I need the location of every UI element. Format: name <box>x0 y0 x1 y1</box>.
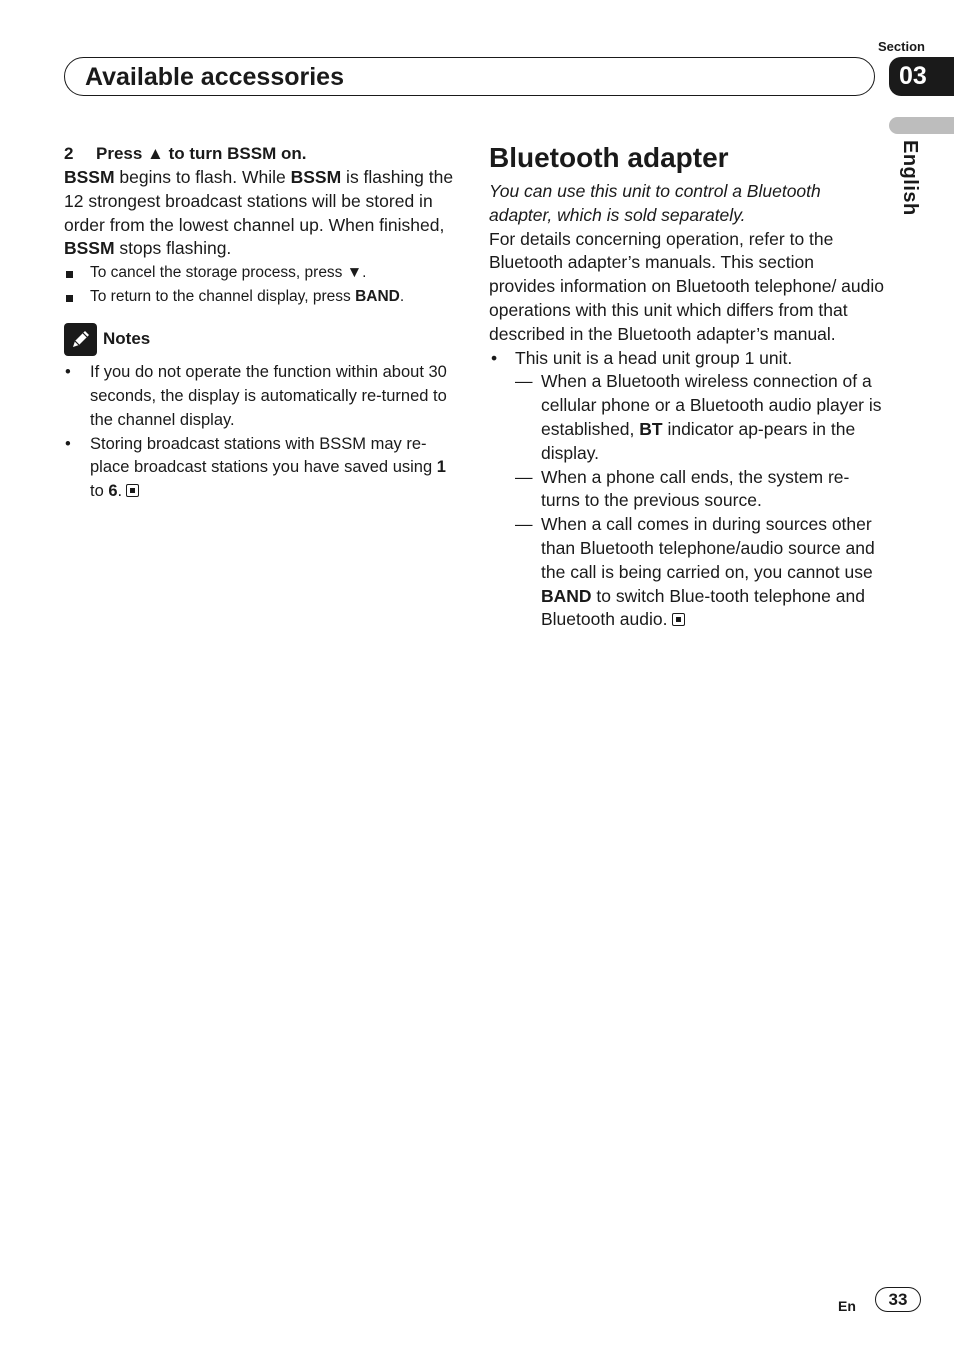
text-run: . <box>117 482 123 501</box>
section-heading: Bluetooth adapter <box>489 142 729 173</box>
bold-term: 6 <box>108 482 118 501</box>
bold-term: BT <box>639 418 663 439</box>
language-label: English <box>899 140 921 216</box>
end-mark-icon <box>126 484 139 497</box>
text-run: When a Bluetooth wireless connection of a cellular phone or a Bluetooth audio player is established, <box>541 371 882 439</box>
bold-term: BSSM <box>64 167 115 187</box>
bold-term: 1 <box>436 458 446 477</box>
text-run: Storing broadcast stations with BSSM may re-place broadcast stations you have saved using <box>90 434 437 477</box>
text-run: stops flashing. <box>114 238 232 259</box>
text-run: indicator ap-pears in the display. <box>541 418 856 463</box>
dash-list <box>489 370 884 632</box>
notes-heading <box>64 321 459 357</box>
page-title: Available accessories <box>85 63 344 91</box>
list-item <box>64 261 459 285</box>
right-column <box>489 142 884 632</box>
pencil-icon <box>64 323 97 356</box>
body-paragraph: For details concerning operation, refer to the Bluetooth adapter’s manuals. This section provides information on Bluetooth telephone/ audio operations with this unit which differs from that described in the Bluetooth adapter’s manual. <box>489 228 884 344</box>
text-run: to <box>90 482 109 501</box>
text-run: To cancel the storage process, press ▼. <box>90 264 367 282</box>
language-tab <box>889 117 954 134</box>
page-number: 33 <box>875 1287 921 1312</box>
list-item <box>515 370 884 465</box>
list-item <box>64 433 459 504</box>
text-run: When a phone call ends, the system re-turns to the previous source. <box>541 466 850 511</box>
notes-list <box>64 361 459 504</box>
bold-term: BSSM <box>290 167 342 187</box>
bold-term: BAND <box>541 585 592 606</box>
text-run: begins to flash. While <box>114 167 291 187</box>
header-bar <box>64 57 875 96</box>
section-label: Section <box>878 39 925 54</box>
list-item <box>64 285 459 309</box>
text-run: When a call comes in during sources other than Bluetooth telephone/audio source and the call is being carried on, you cannot use <box>541 514 875 582</box>
list-item <box>515 513 884 632</box>
intro-text: You can use this unit to control a Bluetooth adapter, which is sold separately. <box>489 181 821 225</box>
bold-term: BAND <box>355 288 400 306</box>
list-item <box>64 361 459 432</box>
text-run: This unit is a head unit group 1 unit. <box>515 347 793 368</box>
text-run: If you do not operate the function within about 30 seconds, the display is automatically re-turned to the channel display. <box>90 363 447 429</box>
info-list <box>489 347 884 633</box>
step-text: Press ▲ to turn BSSM on. <box>96 144 307 163</box>
bold-term: BSSM <box>64 238 115 259</box>
text-run: is flashing the 12 strongest broadcast stations will be stored in order from the lowest channel up. When finished, <box>64 167 454 235</box>
left-column <box>64 142 459 504</box>
step-number: 2 <box>64 144 74 163</box>
notes-title: Notes <box>103 329 151 349</box>
text-run: . <box>399 288 405 306</box>
step-heading <box>64 142 459 166</box>
list-item <box>515 466 884 514</box>
footer-language: En <box>838 1298 856 1314</box>
text-run: to switch Blue-tooth telephone and Bluetooth audio. <box>541 585 865 630</box>
section-number-tab: 03 <box>889 57 954 96</box>
list-item <box>489 347 884 633</box>
text-run: To return to the channel display, press <box>90 288 356 306</box>
step-bullets <box>64 261 459 309</box>
end-mark-icon <box>672 613 685 626</box>
step-description <box>64 166 459 261</box>
